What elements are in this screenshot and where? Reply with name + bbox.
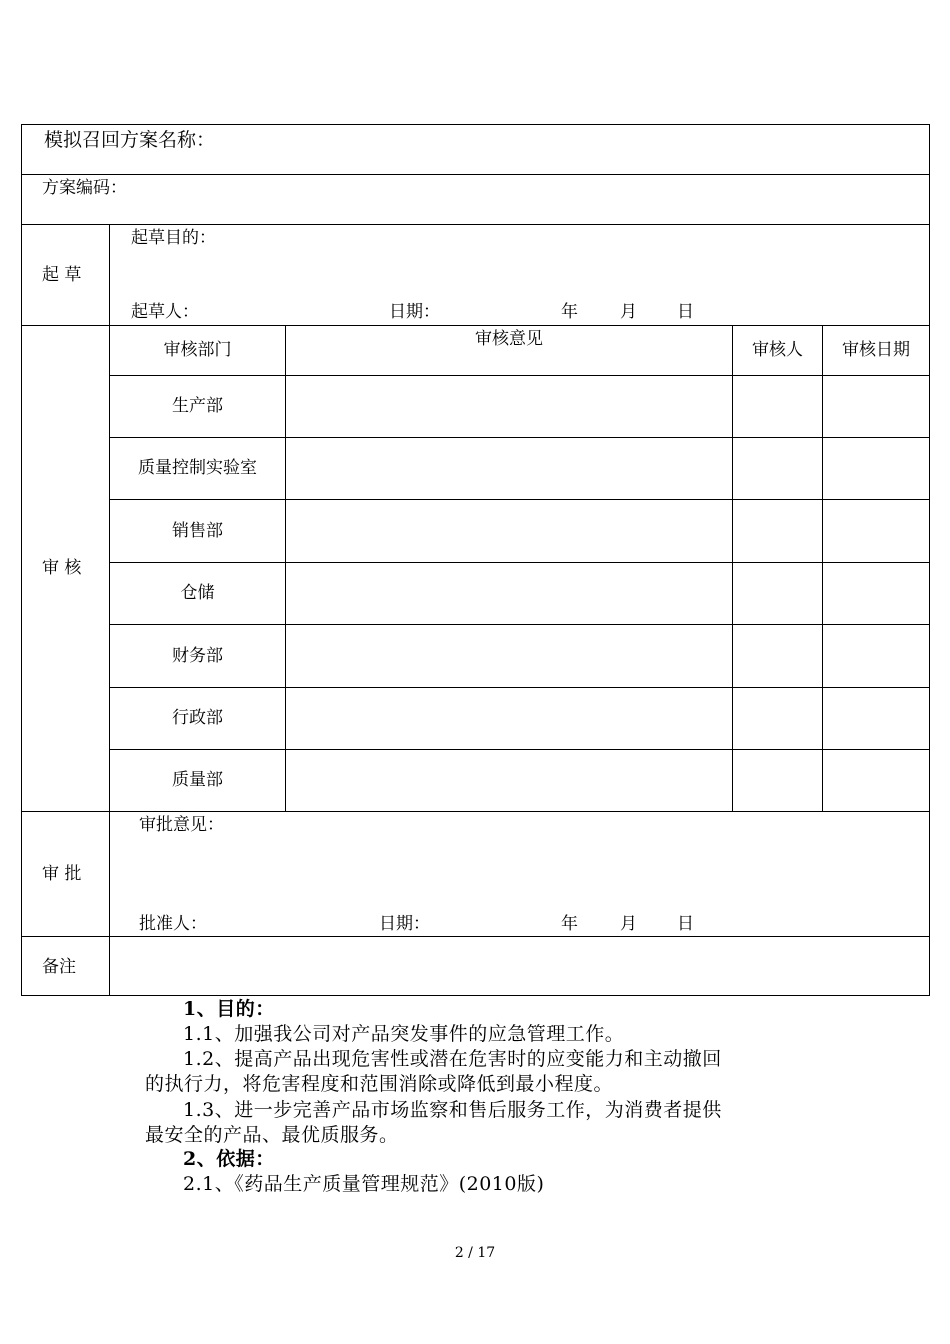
item-2-1: 2.1、《药品生产质量管理规范》(2010版) <box>183 1173 545 1195</box>
drafting-purpose-label: 起草目的： <box>131 228 216 248</box>
drafting-date-label: 日期： <box>389 302 440 322</box>
row-divider <box>110 624 929 625</box>
column-divider <box>732 325 733 811</box>
approver-label: 批准人： <box>139 914 207 934</box>
approval-date-label: 日期： <box>379 914 430 934</box>
dept-sales: 销售部 <box>172 521 223 541</box>
dept-qc-lab: 质量控制实验室 <box>138 458 257 478</box>
review-opinion-header: 审核意见 <box>475 329 543 349</box>
approval-day-label: 日 <box>677 914 694 934</box>
drafting-year-label: 年 <box>561 302 578 322</box>
item-1-2-line1: 1.2、提高产品出现危害性或潜在危害时的应变能力和主动撤回 <box>183 1048 722 1070</box>
plan-name-label: 模拟召回方案名称： <box>44 129 216 151</box>
dept-quality: 质量部 <box>172 770 223 790</box>
item-1-3-line2: 最安全的产品、最优质服务。 <box>145 1124 399 1146</box>
row-divider <box>22 224 929 225</box>
row-divider <box>22 325 929 326</box>
drafter-label: 起草人： <box>131 302 199 322</box>
review-section-label: 审 核 <box>42 558 82 578</box>
row-divider <box>22 811 929 812</box>
row-divider <box>110 375 929 376</box>
approval-month-label: 月 <box>620 914 637 934</box>
dept-admin: 行政部 <box>172 708 223 728</box>
dept-warehouse: 仓储 <box>180 583 215 603</box>
dept-production: 生产部 <box>172 396 223 416</box>
remarks-label: 备注 <box>42 957 76 977</box>
review-dept-header: 审核部门 <box>163 340 232 360</box>
section-1-title: 1、目的： <box>183 998 275 1020</box>
plan-code-label: 方案编码： <box>42 178 127 198</box>
drafting-month-label: 月 <box>620 302 637 322</box>
drafting-section-label: 起 草 <box>42 265 82 285</box>
column-divider <box>822 325 823 811</box>
dept-finance: 财务部 <box>172 646 223 666</box>
reviewer-header: 审核人 <box>752 340 803 360</box>
recall-plan-form <box>21 124 930 996</box>
approval-section-label: 审 批 <box>42 864 82 884</box>
row-divider <box>22 174 929 175</box>
item-1-1: 1.1、加强我公司对产品突发事件的应急管理工作。 <box>183 1023 625 1045</box>
page-number: 2 / 17 <box>454 1245 496 1261</box>
row-divider <box>110 562 929 563</box>
row-divider <box>110 749 929 750</box>
column-divider <box>285 325 286 811</box>
approval-year-label: 年 <box>561 914 578 934</box>
approval-opinion-label: 审批意见： <box>139 815 224 835</box>
item-1-2-line2: 的执行力，将危害程度和范围消除或降低到最小程度。 <box>145 1073 614 1095</box>
row-divider <box>110 687 929 688</box>
item-1-3-line1: 1.3、进一步完善产品市场监察和售后服务工作，为消费者提供 <box>183 1099 722 1121</box>
row-divider <box>110 499 929 500</box>
section-2-title: 2、依据： <box>183 1148 275 1170</box>
row-divider <box>22 936 929 937</box>
drafting-day-label: 日 <box>677 302 694 322</box>
review-date-header: 审核日期 <box>842 340 910 360</box>
row-divider <box>110 437 929 438</box>
